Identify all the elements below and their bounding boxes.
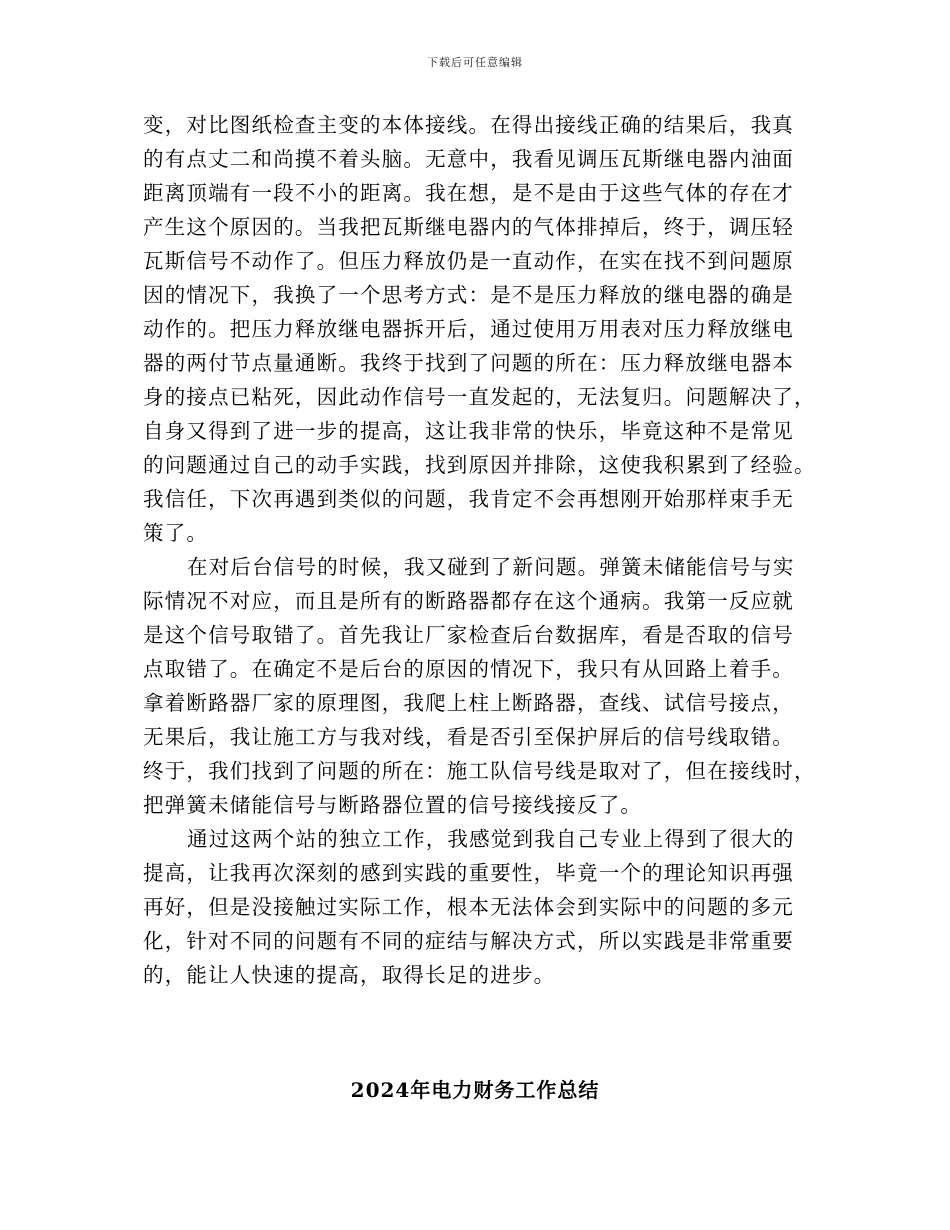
text-line: 动作的。把压力释放继电器拆开后，通过使用万用表对压力释放继电 [143,317,794,341]
text-line: 际情况不对应，而且是所有的断路器都存在这个通病。我第一反应就 [143,589,794,613]
document-title: 2024年电力财务工作总结 [350,1078,600,1102]
text-line: 化，针对不同的问题有不同的症结与解决方式，所以实践是非常重要 [143,929,794,953]
text-line: 无果后，我让施工方与我对线，看是否引至保护屏后的信号线取错。 [143,725,794,749]
text-line: 产生这个原因的。当我把瓦斯继电器内的气体排掉后，终于，调压轻 [143,215,794,239]
text-line: 的有点丈二和尚摸不着头脑。无意中，我看见调压瓦斯继电器内油面 [143,147,794,171]
text-line: 策了。 [143,521,209,545]
text-line: 器的两付节点量通断。我终于找到了问题的所在：压力释放继电器本 [143,351,794,375]
paragraph [143,550,826,822]
text-line: 提高，让我再次深刻的感到实践的重要性，毕竟一个的理论知识再强 [143,861,794,885]
text-line: 终于，我们找到了问题的所在：施工队信号线是取对了，但在接线时， [143,759,816,783]
text-line: 变，对比图纸检查主变的本体接线。在得出接线正确的结果后，我真 [143,113,794,137]
text-line: 在对后台信号的时候，我又碰到了新问题。弹簧未储能信号与实 [187,555,795,579]
text-line: 身的接点已粘死，因此动作信号一直发起的，无法复归。问题解决了， [143,385,816,409]
paragraph [143,108,826,550]
text-line: 距离顶端有一段不小的距离。我在想，是不是由于这些气体的存在才 [143,181,794,205]
text-line: 拿着断路器厂家的原理图，我爬上柱上断路器，查线、试信号接点， [143,691,794,715]
text-line: 点取错了。在确定不是后台的原因的情况下，我只有从回路上着手。 [143,657,794,681]
text-line: 把弹簧未储能信号与断路器位置的信号接线接反了。 [143,793,643,817]
text-line: 的问题通过自己的动手实践，找到原因并排除，这使我积累到了经验。 [143,453,816,477]
text-line: 我信任，下次再遇到类似的问题，我肯定不会再想刚开始那样束手无 [143,487,794,511]
text-line: 通过这两个站的独立工作，我感觉到我自己专业上得到了很大的 [187,827,795,851]
page-header: 下载后可任意编辑 [427,56,523,69]
text-line: 的，能让人快速的提高，取得长足的进步。 [143,963,556,987]
text-line: 自身又得到了进一步的提高，这让我非常的快乐，毕竟这种不是常见 [143,419,794,443]
paragraph [143,822,826,992]
text-line: 瓦斯信号不动作了。但压力释放仍是一直动作，在实在找不到问题原 [143,249,794,273]
text-line: 是这个信号取错了。首先我让厂家检查后台数据库，看是否取的信号 [143,623,794,647]
document-body [143,108,826,992]
text-line: 因的情况下，我换了一个思考方式：是不是压力释放的继电器的确是 [143,283,794,307]
text-line: 再好，但是没接触过实际工作，根本无法体会到实际中的问题的多元 [143,895,794,919]
